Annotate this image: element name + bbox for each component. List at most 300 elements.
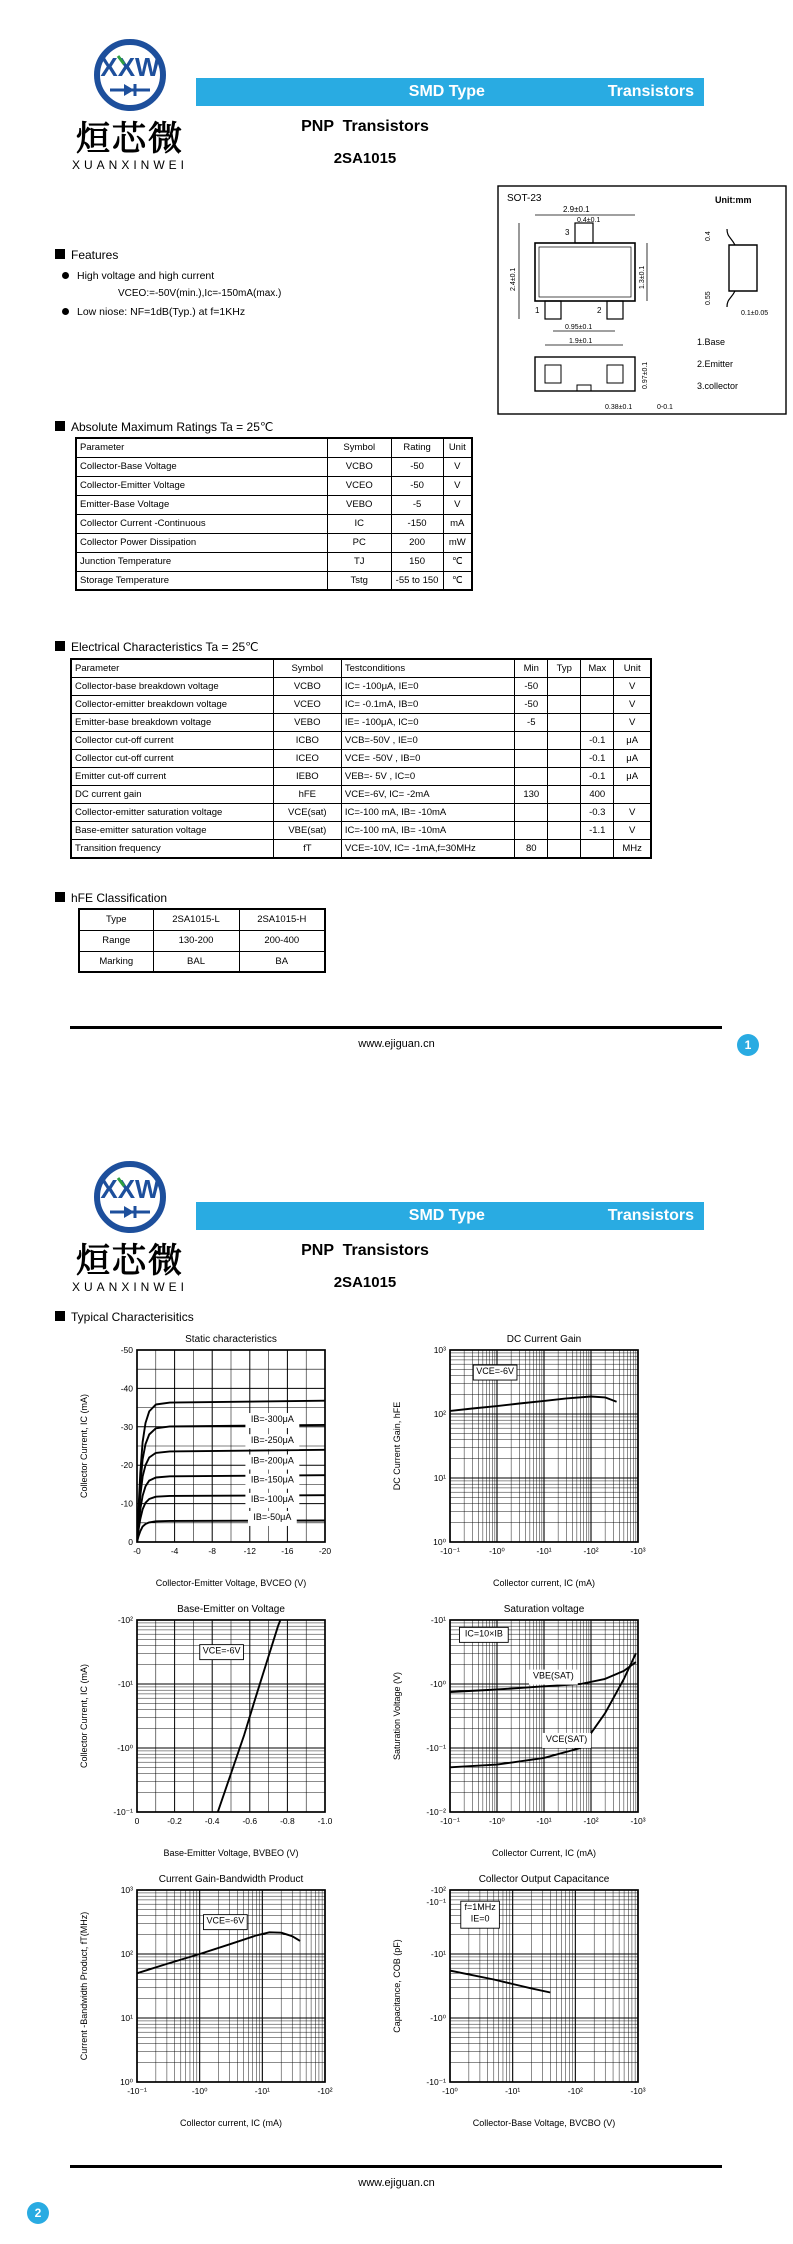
cell: Collector Current -Continuous (76, 514, 327, 533)
cell: IC= -100μA, IE=0 (341, 678, 514, 696)
cell (581, 714, 614, 732)
cell: IC=-100 mA, IB= -10mA (341, 804, 514, 822)
section-marker-icon (55, 1311, 65, 1321)
chart-annotation: VCE=-6V (476, 1366, 515, 1377)
footer-website[interactable]: www.ejiguan.cn (358, 1038, 435, 1050)
page-number-badge: 2 (27, 2202, 49, 2224)
footer-rule (70, 1026, 722, 1029)
chart-title: Collector Output Capacitance (478, 1874, 610, 1885)
cell: Transition frequency (71, 840, 273, 859)
y-tick-label: 10² (120, 1949, 133, 1959)
column-header: Unit (614, 659, 651, 678)
table-row (79, 930, 325, 951)
abs-max-table (75, 437, 473, 591)
y-tick-label: -10¹ (430, 1615, 446, 1625)
section-marker-icon (55, 249, 65, 259)
column-header: Testconditions (341, 659, 514, 678)
company-name-cn: 烜芯微 (76, 120, 184, 158)
footer-website[interactable]: www.ejiguan.cn (358, 2177, 435, 2189)
column-header: Rating (391, 438, 443, 457)
cell: -50 (391, 457, 443, 476)
banner-transistors: Transistors (607, 83, 694, 100)
footer-rule (70, 2165, 722, 2168)
pin-legend-emitter: 2.Emitter (697, 359, 734, 369)
y-tick-label: -10² (117, 1615, 133, 1625)
chart-ylabel: Current -Bandwidth Product, fT(MHz) (79, 1911, 89, 2061)
cell: BA (239, 951, 325, 972)
x-tick-label: -10⁻¹ (440, 1816, 460, 1826)
cell: VEBO (327, 495, 391, 514)
x-tick-label: -10² (583, 1816, 599, 1826)
cell: V (614, 822, 651, 840)
elec-char-heading: Electrical Characteristics Ta = 25℃ (55, 640, 259, 654)
chart-static-characteristics (75, 1332, 365, 1594)
table-row (79, 909, 325, 930)
y-tick-label: -10² (430, 1885, 446, 1895)
cell: VCBO (327, 457, 391, 476)
grid-lines (450, 1620, 638, 1812)
cell: Collector cut-off current (71, 732, 273, 750)
cell: -50 (515, 678, 548, 696)
cell (581, 840, 614, 859)
column-header: Symbol (273, 659, 341, 678)
table-row (76, 552, 472, 571)
cell: Base-emitter saturation voltage (71, 822, 273, 840)
cell: -50 (515, 696, 548, 714)
chart-base-emitter-on-voltage (75, 1602, 365, 1864)
column-header: Parameter (71, 659, 273, 678)
table-row (71, 732, 651, 750)
cell: Collector-base breakdown voltage (71, 678, 273, 696)
cell: mA (443, 514, 472, 533)
column-header: Typ (548, 659, 581, 678)
cell: VEB=- 5V , IC=0 (341, 768, 514, 786)
section-marker-icon (55, 421, 65, 431)
x-tick-label: -10⁻¹ (127, 2086, 147, 2096)
cell: VCE= -50V , IB=0 (341, 750, 514, 768)
table-header-row (76, 438, 472, 457)
cell: Tstg (327, 571, 391, 590)
table-row (71, 840, 651, 859)
section-marker-icon (55, 892, 65, 902)
cell: μA (614, 768, 651, 786)
table-row (71, 768, 651, 786)
chart-ylabel: Saturation Voltage (V) (392, 1671, 402, 1761)
chart-annotation: IB=-100μA (250, 1493, 294, 1504)
table-row (71, 822, 651, 840)
cell: DC current gain (71, 786, 273, 804)
y-tick-label: -50 (120, 1345, 133, 1355)
cell (548, 732, 581, 750)
table-row (71, 714, 651, 732)
chart-ylabel: DC Current Gain, hFE (392, 1401, 402, 1491)
table-row (79, 951, 325, 972)
cell: -150 (391, 514, 443, 533)
y-tick-label: -20 (120, 1460, 133, 1471)
cell: 400 (581, 786, 614, 804)
chart-annotation: IB=-300μA (250, 1414, 294, 1425)
chart-ylabel: Collector Current, IC (mA) (79, 1663, 89, 1769)
y-tick-label: -10 (120, 1498, 133, 1509)
dim-overall-height: 2.4±0.1 (510, 267, 517, 291)
cell: VCB=-50V , IE=0 (341, 732, 514, 750)
chart-xlabel: Base-Emitter Voltage, BVBEO (V) (163, 1848, 299, 1858)
chart-svg (75, 1872, 365, 2134)
cell: 130-200 (153, 930, 239, 951)
cell: Marking (79, 951, 153, 972)
dim-body-width: 2.9±0.1 (563, 205, 590, 214)
cell: 200 (391, 533, 443, 552)
dim-pad-width: 0.38±0.1 (605, 404, 633, 411)
cell: MHz (614, 840, 651, 859)
chart-annotation: VBE(SAT) (532, 1670, 574, 1681)
tick-labels (426, 1885, 645, 2096)
chart-saturation-voltage (388, 1602, 678, 1864)
y-tick-label: 10⁰ (433, 1537, 446, 1547)
company-logo (55, 1160, 205, 1294)
cell: IC (327, 514, 391, 533)
cell: μA (614, 732, 651, 750)
cell: 150 (391, 552, 443, 571)
cell: Collector-Base Voltage (76, 457, 327, 476)
x-tick-label: 0 (134, 1816, 140, 1826)
series-line (450, 1971, 550, 1993)
y-tick-label: -10⁻¹ (426, 1743, 446, 1753)
cell: Junction Temperature (76, 552, 327, 571)
package-drawing (497, 185, 787, 420)
cell: -5 (391, 495, 443, 514)
y-tick-label: 10¹ (433, 1473, 446, 1483)
cell: ICEO (273, 750, 341, 768)
cell: VCE(sat) (273, 804, 341, 822)
y-tick-label: -10⁰ (430, 2013, 446, 2023)
page-number-badge: 1 (737, 1034, 759, 1056)
feature-item-1: High voltage and high current (62, 270, 214, 282)
dim-bottom-gap: 0-0.1 (657, 404, 673, 411)
company-name-cn: 烜芯微 (76, 1242, 184, 1280)
table-row (71, 678, 651, 696)
product-line-title: PNP Transistors (301, 118, 429, 135)
cell: 80 (515, 840, 548, 859)
y-tick-label: 10⁰ (120, 2077, 133, 2087)
feature-item-2: Low niose: NF=1dB(Typ.) at f=1KHz (62, 306, 245, 318)
chart-collector-output-capacitance (388, 1872, 678, 2134)
y-tick-label: -10⁻¹ (113, 1807, 133, 1817)
dim-lead-top: 0.4 (705, 231, 712, 241)
x-tick-label: -10² (317, 2086, 333, 2096)
cell: -55 to 150 (391, 571, 443, 590)
cell: V (443, 495, 472, 514)
product-line-title: PNP Transistors (301, 1242, 429, 1259)
chart-svg (75, 1602, 365, 1864)
cell: ICBO (273, 732, 341, 750)
chart-annotation: IB=-150μA (250, 1474, 294, 1485)
banner-transistors: Transistors (607, 1207, 694, 1224)
chart-xlabel: Collector Current, IC (mA) (491, 1848, 597, 1858)
chart-svg (75, 1332, 365, 1594)
column-header: Symbol (327, 438, 391, 457)
chart-title: Current Gain-Bandwidth Product (158, 1874, 304, 1885)
cell (548, 750, 581, 768)
y-tick-label: 0 (128, 1537, 133, 1547)
cell (614, 786, 651, 804)
cell: -1.1 (581, 822, 614, 840)
chart-xlabel: Collector current, IC (mA) (492, 1578, 596, 1588)
x-tick-label: -10³ (630, 1546, 646, 1556)
tick-labels (426, 1615, 645, 1826)
dim-standoff: 0.1±0.05 (741, 310, 769, 317)
chart-annotation: IB=-200μA (250, 1455, 294, 1466)
cell (515, 804, 548, 822)
cell: V (614, 696, 651, 714)
cell: VBE(sat) (273, 822, 341, 840)
dim-lead-width: 0.4±0.1 (577, 217, 601, 224)
x-tick-label: -0.8 (280, 1816, 295, 1826)
cell: VCEO (273, 696, 341, 714)
x-tick-label: -0.6 (242, 1816, 258, 1826)
x-tick-label: -16 (281, 1546, 294, 1556)
x-tick-label: -10³ (630, 1816, 646, 1826)
x-tick-label: -10¹ (536, 1816, 552, 1826)
y-tick-label: -10⁰ (430, 1679, 446, 1689)
chart-annotation: IB=-50μA (253, 1511, 292, 1522)
pin1-number: 1 (535, 306, 540, 315)
cell: 200-400 (239, 930, 325, 951)
chart-ylabel: Collector Current, IC (mA) (79, 1393, 89, 1499)
x-tick-label: -4 (170, 1546, 179, 1556)
y-tick-label: -10⁻¹ (426, 2077, 446, 2087)
cell: V (443, 457, 472, 476)
cell: V (614, 714, 651, 732)
cell: Storage Temperature (76, 571, 327, 590)
cell (515, 822, 548, 840)
cell (581, 696, 614, 714)
cell: ℃ (443, 552, 472, 571)
cell: Emitter-base breakdown voltage (71, 714, 273, 732)
column-header: Max (581, 659, 614, 678)
chart-annotation: VCE(SAT) (545, 1733, 588, 1744)
pin2-number: 2 (597, 306, 602, 315)
cell: Range (79, 930, 153, 951)
cell: Collector-emitter saturation voltage (71, 804, 273, 822)
y-tick-label: 10¹ (120, 2013, 133, 2023)
x-tick-label: -1.0 (317, 1816, 333, 1826)
chart-svg (388, 1332, 678, 1594)
cell (515, 768, 548, 786)
features-heading: Features (55, 248, 118, 262)
logo-monogram: XXW (100, 52, 160, 82)
chart-annotation: VCE=-6V (202, 1645, 241, 1656)
cell (548, 678, 581, 696)
logo-mark-icon (88, 38, 172, 116)
chart-xlabel: Collector current, IC (mA) (179, 2118, 283, 2128)
header-banner (196, 78, 704, 106)
table-row (76, 495, 472, 514)
y-tick-label: -10⁻² (426, 1807, 446, 1817)
x-tick-label: -12 (243, 1546, 256, 1556)
x-tick-label: -0.4 (204, 1816, 220, 1826)
cell: V (614, 804, 651, 822)
company-name-en: XUANXINWEI (71, 1280, 188, 1294)
electrical-characteristics-table (70, 658, 652, 859)
x-tick-label: -10¹ (254, 2086, 270, 2096)
cell: BAL (153, 951, 239, 972)
cell (548, 822, 581, 840)
chart-annotation: VCE=-6V (206, 1915, 245, 1926)
table-row (76, 514, 472, 533)
table-header-row (71, 659, 651, 678)
cell (515, 750, 548, 768)
chart-annotation: f=1MHz (464, 1902, 496, 1913)
y-tick-label: -10⁰ (117, 1743, 133, 1753)
cell: IC= -0.1mA, IB=0 (341, 696, 514, 714)
table-row (71, 696, 651, 714)
section-marker-icon (55, 641, 65, 651)
cell: Type (79, 909, 153, 930)
series-line (450, 1397, 617, 1411)
chart-title: Static characteristics (185, 1334, 277, 1345)
cell: -0.3 (581, 804, 614, 822)
column-header: Parameter (76, 438, 327, 457)
y-tick-label: 10³ (120, 1885, 133, 1895)
header-banner (196, 1202, 704, 1230)
table-row (76, 571, 472, 590)
logo-monogram: XXW (100, 1174, 160, 1204)
pin-legend-base: 1.Base (697, 337, 726, 347)
chart-gain-bandwidth-product (75, 1872, 365, 2134)
x-tick-label: -10⁰ (442, 2086, 458, 2096)
x-tick-label: -10⁻¹ (440, 1546, 460, 1556)
table-row (76, 457, 472, 476)
x-tick-label: -10² (567, 2086, 583, 2096)
dim-lead-side: 0.55 (705, 291, 712, 305)
x-tick-label: -0 (133, 1546, 141, 1556)
package-drawing-svg (497, 185, 787, 415)
part-number: 2SA1015 (333, 150, 397, 167)
cell: Emitter cut-off current (71, 768, 273, 786)
chart-svg (388, 1602, 678, 1864)
chart-title: Base-Emitter on Voltage (177, 1604, 285, 1615)
cell (548, 714, 581, 732)
logo-mark-icon (88, 1160, 172, 1238)
x-tick-label: -10⁰ (489, 1816, 505, 1826)
cell: 130 (515, 786, 548, 804)
chart-annotation: IE=0 (470, 1913, 490, 1924)
cell: -0.1 (581, 732, 614, 750)
cell (548, 696, 581, 714)
y-tick-label: 10² (433, 1409, 446, 1419)
table-row (71, 750, 651, 768)
bullet-icon (62, 308, 69, 315)
cell: -5 (515, 714, 548, 732)
cell: IEBO (273, 768, 341, 786)
series-group (450, 1971, 550, 1993)
y-tick-label: -30 (120, 1421, 133, 1432)
part-number: 2SA1015 (333, 1274, 397, 1291)
company-name-en: XUANXINWEI (71, 158, 188, 172)
chart-annotation: IC=10×IB (464, 1628, 503, 1639)
cell: μA (614, 750, 651, 768)
x-tick-label: -10⁰ (191, 2086, 208, 2096)
y-tick-label: -10⁻¹ (426, 1896, 446, 1907)
cell: V (443, 476, 472, 495)
chart-xlabel: Collector-Base Voltage, BVCBO (V) (472, 2118, 616, 2128)
cell: Collector-emitter breakdown voltage (71, 696, 273, 714)
x-tick-label: -10¹ (536, 1546, 552, 1556)
cell: PC (327, 533, 391, 552)
x-tick-label: -10¹ (505, 2086, 521, 2096)
cell: VCEO (327, 476, 391, 495)
cell: VCBO (273, 678, 341, 696)
bullet-icon (62, 272, 69, 279)
cell: 2SA1015-H (239, 909, 325, 930)
chart-title: Saturation voltage (503, 1604, 585, 1615)
series-group (450, 1397, 617, 1411)
company-logo (55, 38, 205, 172)
cell: mW (443, 533, 472, 552)
cell (548, 840, 581, 859)
cell: -0.1 (581, 750, 614, 768)
y-tick-label: -10¹ (117, 1679, 133, 1689)
cell (515, 732, 548, 750)
x-tick-label: -8 (208, 1546, 216, 1556)
x-tick-label: -10² (583, 1546, 599, 1556)
y-tick-label: -10¹ (430, 1949, 446, 1959)
x-tick-label: -10⁰ (489, 1546, 505, 1556)
dim-body-height: 1.3±0.1 (639, 265, 646, 289)
cell: TJ (327, 552, 391, 571)
typical-characteristics-heading: Typical Characterisitics (55, 1310, 194, 1324)
package-name: SOT-23 (507, 193, 542, 204)
y-tick-label: 10³ (433, 1345, 446, 1355)
column-header: Min (515, 659, 548, 678)
cell: VCE=-6V, IC= -2mA (341, 786, 514, 804)
pin-legend-collector: 3.collector (697, 381, 739, 391)
y-tick-label: -40 (120, 1383, 133, 1394)
column-header: Unit (443, 438, 472, 457)
x-tick-label: -0.2 (167, 1816, 182, 1826)
banner-smd-type: SMD Type (408, 83, 485, 100)
x-tick-label: -10³ (630, 2086, 646, 2096)
dim-bottom-height: 0.97±0.1 (642, 361, 649, 389)
cell: ℃ (443, 571, 472, 590)
cell: -0.1 (581, 768, 614, 786)
table-row (71, 804, 651, 822)
chart-ylabel: Capacitance, COB (pF) (392, 1939, 402, 2033)
cell: Emitter-Base Voltage (76, 495, 327, 514)
hfe-class-heading: hFE Classification (55, 891, 167, 905)
dim-outer-pitch: 1.9±0.1 (569, 338, 593, 345)
x-tick-label: -20 (318, 1546, 332, 1556)
chart-svg (388, 1872, 678, 2134)
table-row (76, 476, 472, 495)
dim-pitch: 0.95±0.1 (565, 324, 593, 331)
hfe-classification-table (78, 908, 326, 973)
cell: 2SA1015-L (153, 909, 239, 930)
feature-item-1-detail: VCEO:=-50V(min.),Ic=-150mA(max.) (118, 288, 282, 299)
cell: fT (273, 840, 341, 859)
cell: VEBO (273, 714, 341, 732)
abs-max-heading: Absolute Maximum Ratings Ta = 25℃ (55, 420, 273, 434)
table-row (76, 533, 472, 552)
cell (581, 678, 614, 696)
chart-dc-current-gain (388, 1332, 678, 1594)
cell (548, 786, 581, 804)
cell: Collector cut-off current (71, 750, 273, 768)
cell: Collector Power Dissipation (76, 533, 327, 552)
cell: IE= -100μA, IC=0 (341, 714, 514, 732)
chart-title: DC Current Gain (506, 1334, 582, 1345)
